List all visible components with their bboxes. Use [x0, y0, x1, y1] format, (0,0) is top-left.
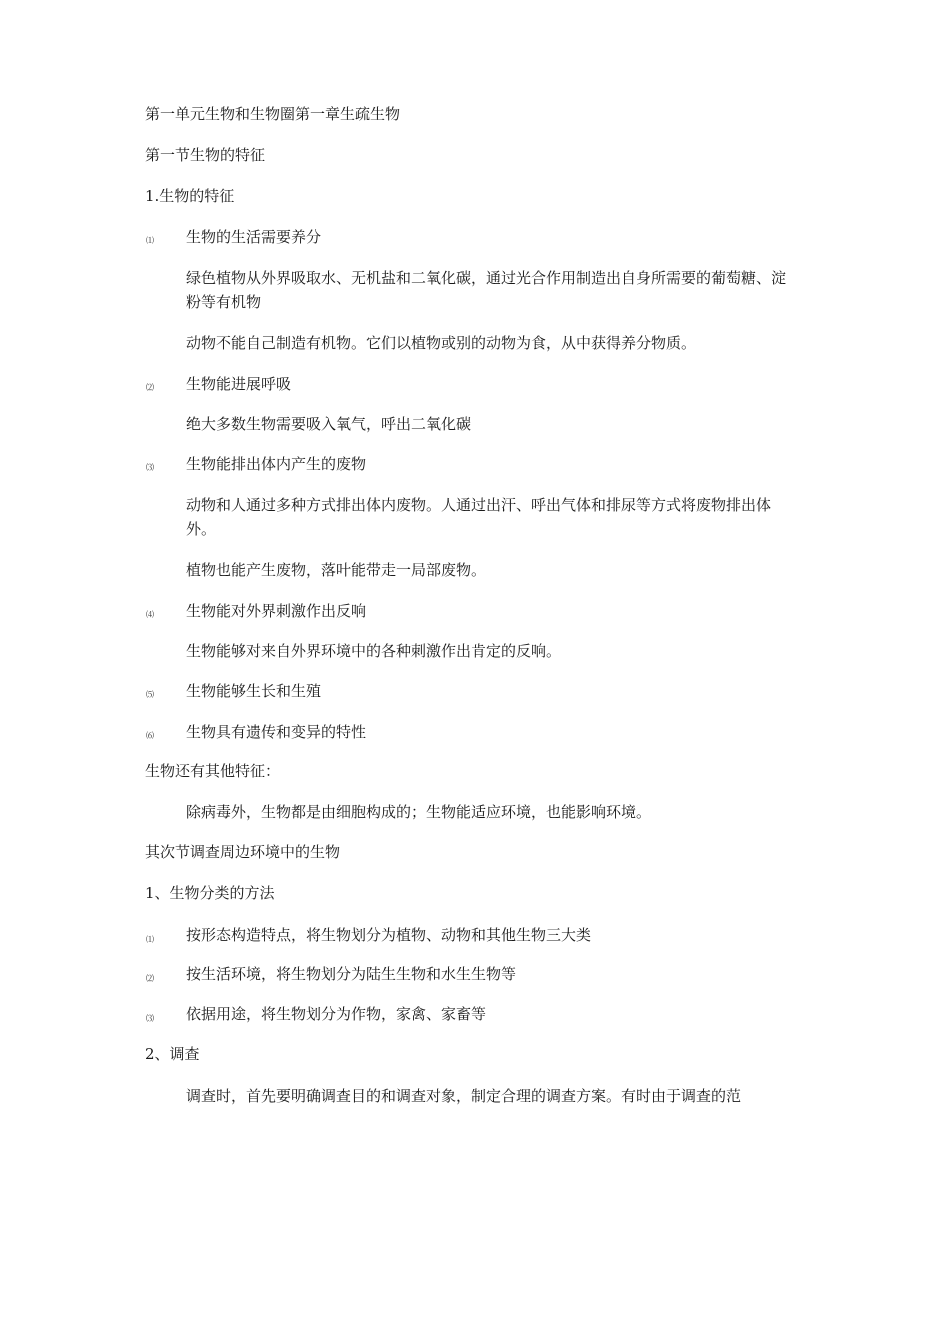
list-item: 生物能进展呼吸 [186, 375, 292, 393]
paragraph: 植物也能产生废物，落叶能带走一局部废物。 [186, 561, 487, 579]
list-item: 按生活环境，将生物划分为陆生生物和水生生物等 [186, 965, 517, 983]
list-item: 生物能对外界刺激作出反响 [186, 602, 367, 620]
paragraph: 除病毒外，生物都是由细胞构成的；生物能适应环境，也能影响环境。 [186, 803, 652, 821]
list-marker: ⑴ [146, 236, 154, 245]
paragraph: 动物和人通过多种方式排出体内废物。人通过出汗、呼出气体和排尿等方式将废物排出体外。 [186, 496, 772, 538]
list-item: 生物能够生长和生殖 [186, 682, 322, 700]
list-item: 依据用途，将生物划分为作物，家禽、家畜等 [186, 1005, 487, 1023]
subsection-title: 1、生物分类的方法 [145, 884, 275, 902]
subsection-title: 2、调查 [145, 1045, 200, 1063]
list-marker: ⑹ [146, 731, 154, 740]
list-item: 生物的生活需要养分 [186, 228, 322, 246]
list-marker: ⑷ [146, 610, 154, 619]
list-marker: ⑶ [146, 1014, 154, 1023]
list-marker: ⑶ [146, 463, 154, 472]
list-item: 生物能排出体内产生的废物 [186, 455, 367, 473]
section-title: 其次节调查周边环境中的生物 [145, 843, 341, 861]
list-marker: ⑴ [146, 935, 154, 944]
unit-title: 第一单元生物和生物圈第一章生疏生物 [145, 105, 401, 123]
paragraph: 绿色植物从外界吸取水、无机盐和二氧化碳，通过光合作用制造出自身所需要的葡萄糖、淀粉等有机物 [186, 269, 787, 311]
list-marker: ⑵ [146, 974, 154, 983]
subsection-title: 1.生物的特征 [145, 187, 235, 205]
section-title: 第一节生物的特征 [145, 146, 266, 164]
paragraph: 生物能够对来自外界环境中的各种刺激作出肯定的反响。 [186, 642, 562, 660]
other-features-title: 生物还有其他特征： [145, 762, 281, 780]
paragraph: 绝大多数生物需要吸入氧气，呼出二氧化碳 [186, 415, 472, 433]
paragraph: 动物不能自己制造有机物。它们以植物或别的动物为食，从中获得养分物质。 [186, 334, 697, 352]
list-item: 生物具有遗传和变异的特性 [186, 723, 367, 741]
list-marker: ⑵ [146, 383, 154, 392]
list-item: 按形态构造特点，将生物划分为植物、动物和其他生物三大类 [186, 926, 592, 944]
list-marker: ⑸ [146, 690, 154, 699]
paragraph: 调查时，首先要明确调查目的和调查对象，制定合理的调查方案。有时由于调查的范 [186, 1087, 742, 1105]
